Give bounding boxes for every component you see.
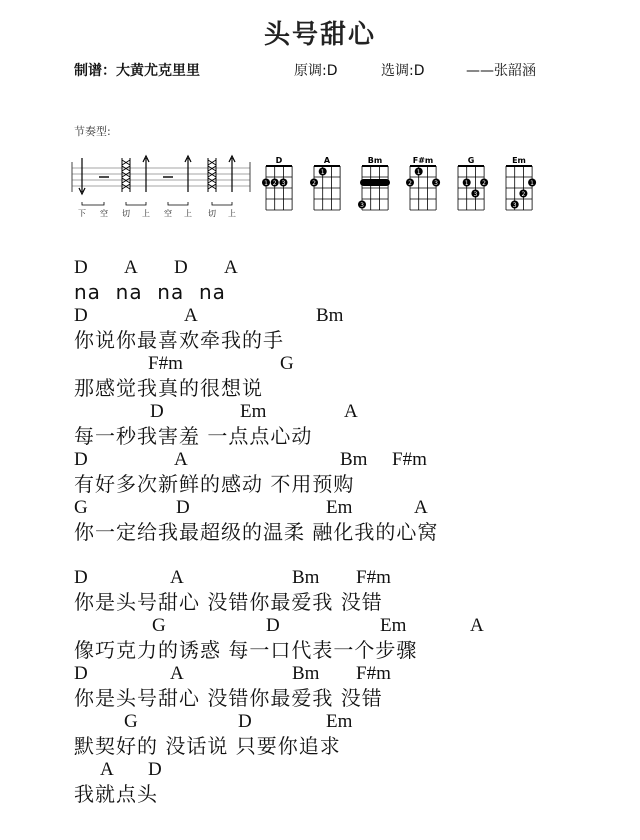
chord-symbol: A [224,257,238,278]
rhythm-beat-label: 下 [78,209,86,218]
chord-diagram-a [310,156,340,210]
chord-symbol: Em [326,497,353,518]
chord-diagram-fsharpm [406,156,440,210]
chord-symbol: D [176,497,190,518]
chord-symbol: G [74,497,88,518]
lyric-line: 你是头号甜心 没错你最爱我 没错 [74,590,383,614]
svg-text:3: 3 [512,202,517,210]
chord-symbol: D [74,305,88,326]
rhythm-beat-8 [228,156,236,218]
chord-line [74,256,634,280]
chord-symbol: D [74,567,88,588]
rhythm-beat-3 [122,158,130,218]
chord-line [74,614,634,638]
rhythm-beat-label: 空 [100,209,108,218]
rhythm-pattern [68,150,254,220]
chord-symbol: F#m [356,567,391,588]
chord-diagram-d [262,156,292,210]
chord-line [74,662,634,686]
rhythm-beat-6 [184,156,192,218]
svg-text:2: 2 [521,191,526,199]
svg-text:3: 3 [473,191,478,199]
chord-symbol: Em [240,401,267,422]
rhythm-beat-5 [163,177,173,218]
chord-symbol: A [170,663,184,684]
chord-symbol: Bm [340,449,368,470]
svg-text:1: 1 [264,180,268,188]
chord-symbol: A [100,759,114,780]
rhythm-beat-label: 切 [122,209,130,218]
chord-line [74,400,634,424]
svg-text:3: 3 [360,202,364,210]
original-key: 原调:D [294,63,338,79]
chord-line [74,304,634,328]
svg-text:1: 1 [464,180,469,188]
svg-text:2: 2 [408,180,412,188]
chord-symbol: A [344,401,358,422]
chord-diagram-label: G [467,156,475,165]
chord-diagram-label: Bm [367,156,383,165]
lyric-line: 像巧克力的诱惑 每一口代表一个步骤 [74,638,418,662]
lyrics-sheet [74,256,634,806]
svg-text:3: 3 [281,180,286,188]
artist: ——张韶涵 [466,63,536,79]
chord-line [74,710,634,734]
chord-symbol: A [184,305,198,326]
chord-symbol: Bm [292,663,320,684]
section-gap [74,544,634,566]
chord-line [74,566,634,590]
chord-symbol: F#m [148,353,183,374]
chord-symbol: A [170,567,184,588]
svg-text:2: 2 [482,180,487,188]
svg-text:2: 2 [272,180,277,188]
chord-diagrams [262,156,562,216]
chord-diagram-g [458,156,488,210]
rhythm-beat-4 [142,156,150,218]
lyric-line: 你一定给我最超级的温柔 融化我的心窝 [74,520,439,544]
chord-diagram-label: Em [512,156,526,165]
chord-symbol: D [174,257,188,278]
rhythm-beat-label: 切 [208,209,216,218]
chord-line [74,496,634,520]
svg-text:2: 2 [312,180,316,188]
rhythm-beat-1 [78,158,86,218]
chord-symbol: F#m [392,449,427,470]
lyric-line: na na na na [74,280,226,304]
lyric-line: 有好多次新鲜的感动 不用预购 [74,472,355,496]
song-title: 头号甜心 [263,20,376,50]
chord-symbol: D [148,759,162,780]
rhythm-beat-7 [208,158,216,218]
svg-text:1: 1 [416,169,421,177]
chord-symbol: Bm [316,305,344,326]
chord-line [74,448,634,472]
chord-line [74,758,634,782]
chord-symbol: A [470,615,484,636]
chord-diagram-em [506,156,536,210]
chord-symbol: A [124,257,138,278]
lyric-line: 默契好的 没话说 只要你追求 [74,734,341,758]
chord-diagram-label: F#m [412,156,434,165]
chord-line [74,352,634,376]
chord-symbol: G [280,353,294,374]
chord-diagram-label: A [323,156,331,165]
chord-symbol: A [414,497,428,518]
chord-symbol: A [174,449,188,470]
chord-symbol: D [266,615,280,636]
lyric-line: 你是头号甜心 没错你最爱我 没错 [74,686,383,710]
chord-symbol: D [74,449,88,470]
lyric-line: 那感觉我真的很想说 [74,376,263,400]
rhythm-label: 节奏型: [74,125,111,138]
rhythm-beat-2 [99,177,109,218]
chord-symbol: D [74,663,88,684]
rhythm-beat-label: 上 [184,209,192,218]
chord-symbol: G [152,615,166,636]
chord-diagram-bm [358,156,390,210]
lyric-line: 每一秒我害羞 一点点心动 [74,424,313,448]
selected-key: 选调:D [381,63,425,79]
rhythm-beat-label: 上 [142,209,150,218]
chord-diagram-label: D [275,156,283,165]
svg-text:3: 3 [434,180,439,188]
rhythm-beat-label: 上 [228,209,236,218]
transcriber: 制谱：大黄尤克里里 [74,63,200,79]
chord-symbol: Em [326,711,353,732]
svg-text:1: 1 [320,169,325,177]
chord-symbol: Em [380,615,407,636]
chord-symbol: D [74,257,88,278]
lyric-line: 你说你最喜欢牵我的手 [74,328,284,352]
chord-symbol: Bm [292,567,320,588]
chord-symbol: F#m [356,663,391,684]
svg-text:1: 1 [530,180,535,188]
chord-symbol: D [238,711,252,732]
chord-symbol: D [150,401,164,422]
rhythm-beat-label: 空 [164,209,172,218]
lyric-line: 我就点头 [74,782,158,806]
chord-symbol: G [124,711,138,732]
